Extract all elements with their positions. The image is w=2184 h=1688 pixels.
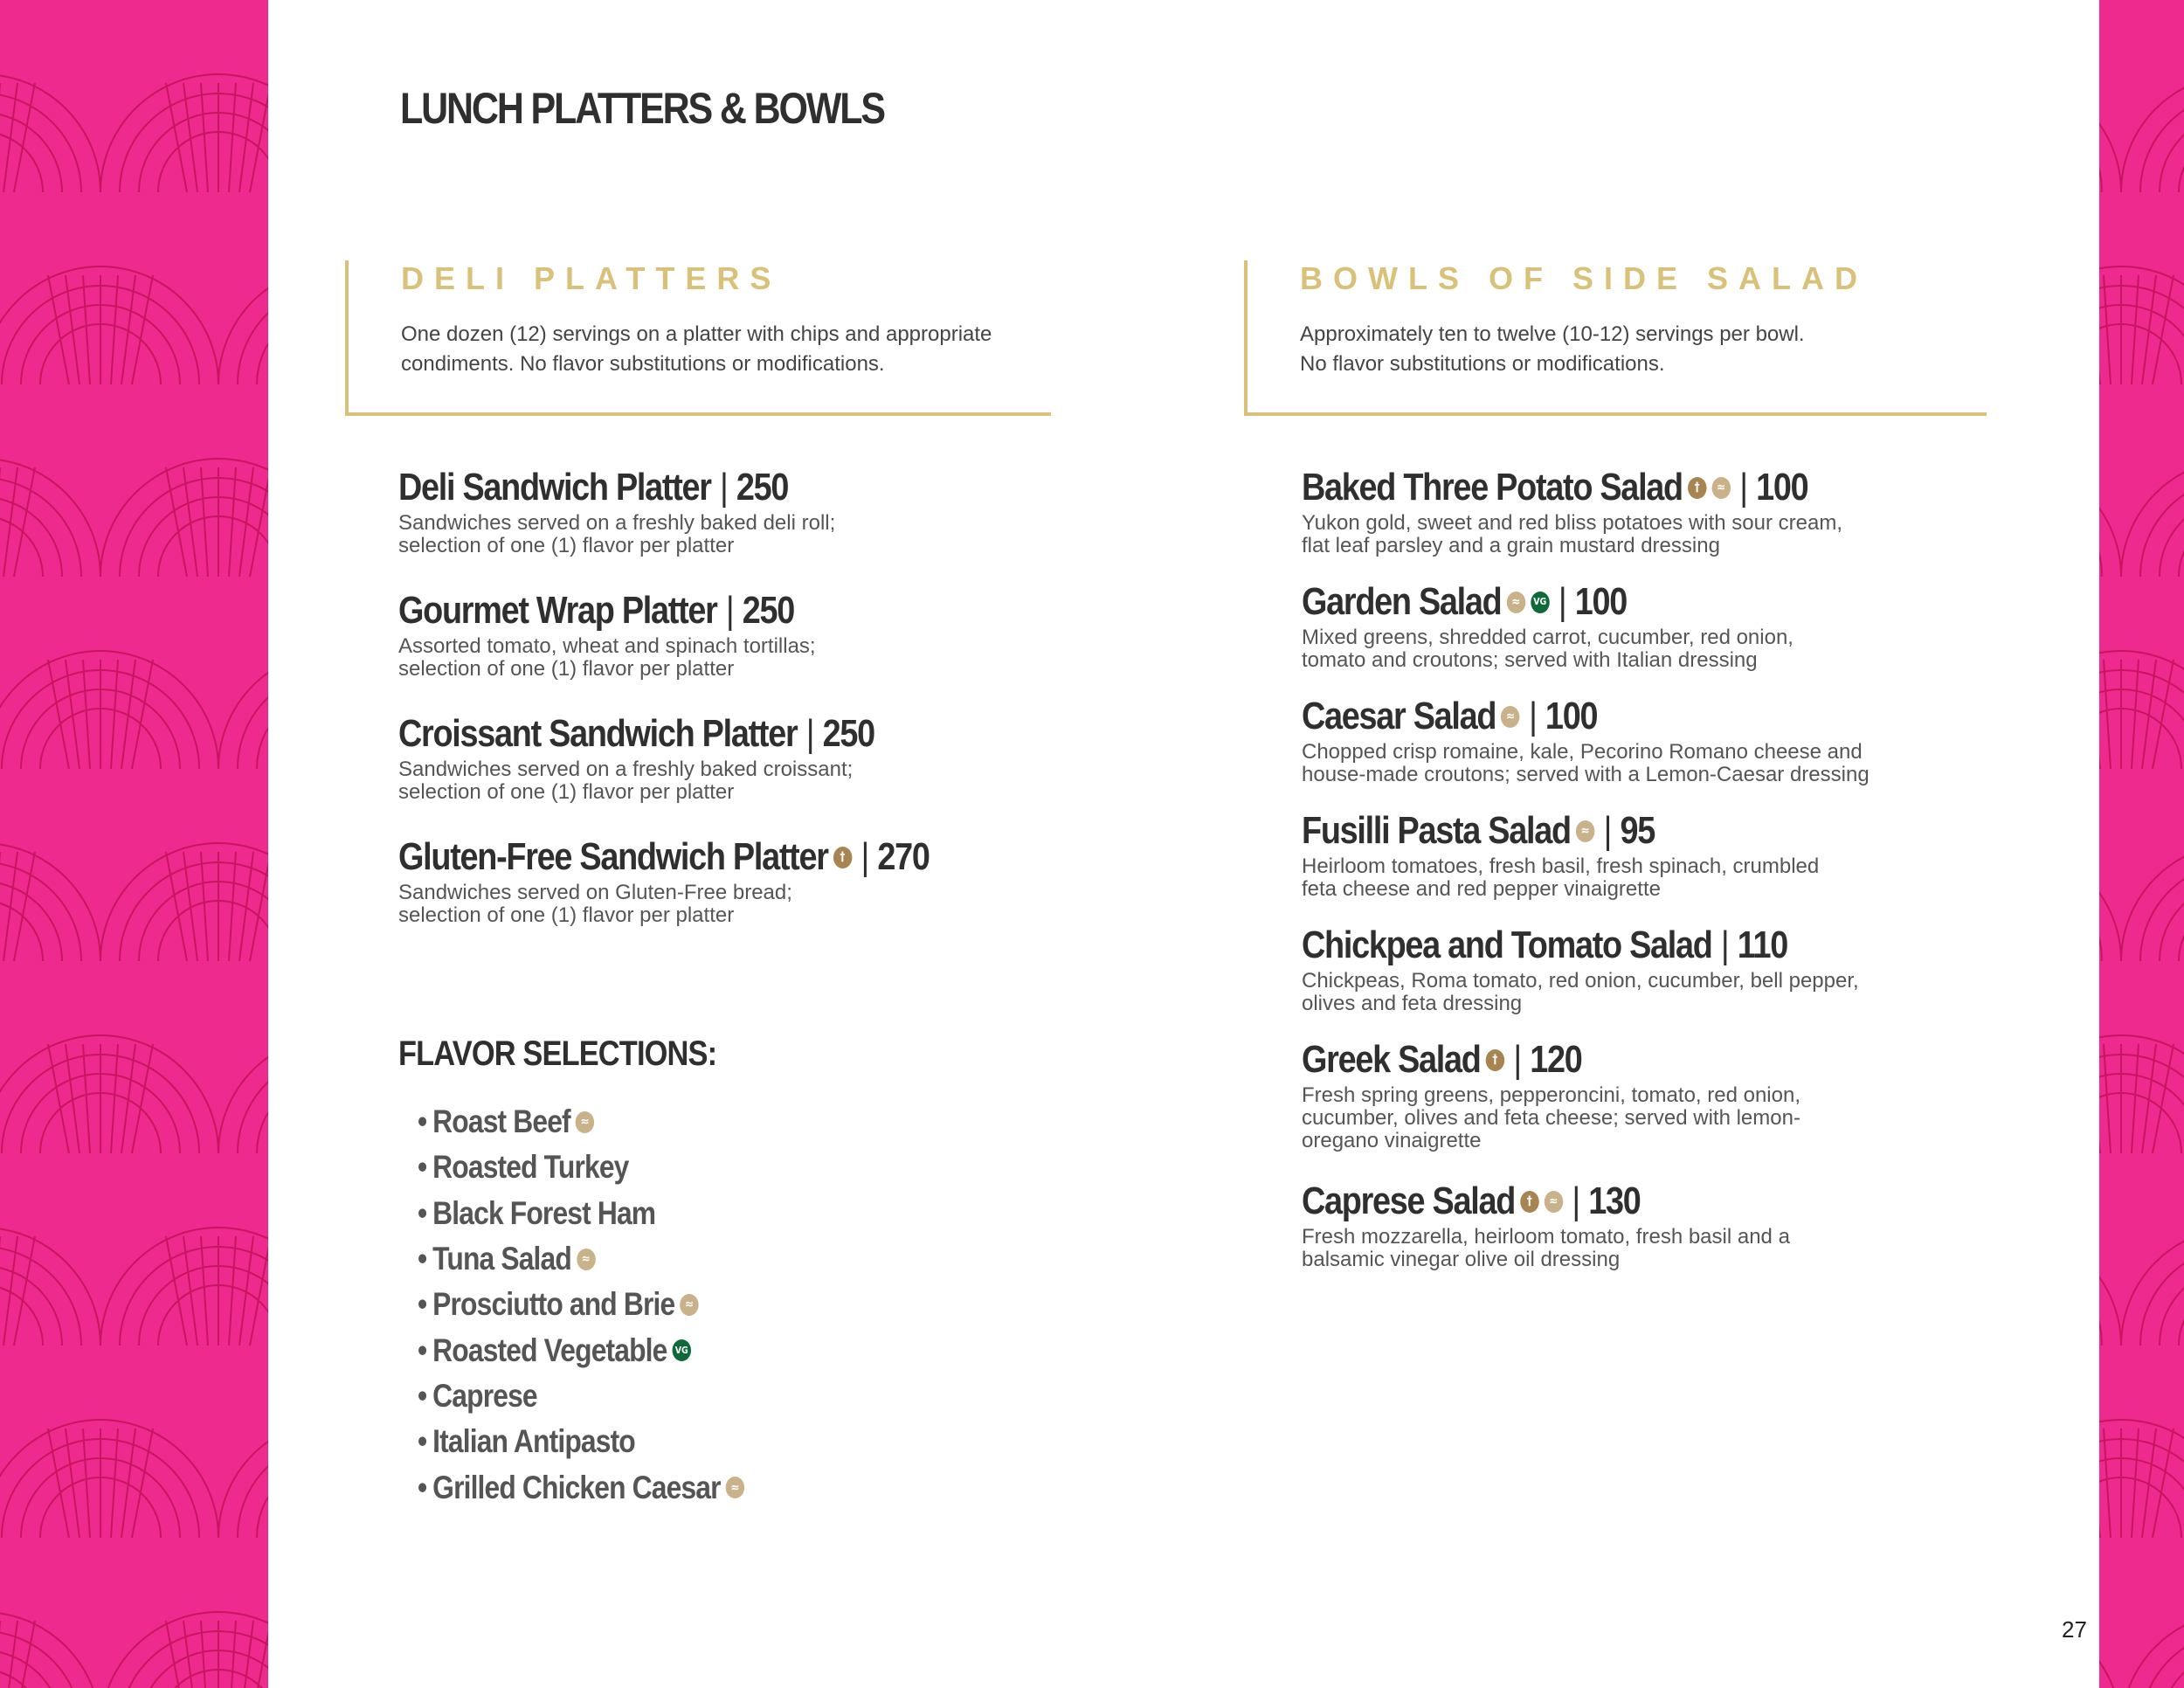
bullet: • [418, 1149, 427, 1186]
bullet: • [418, 1423, 427, 1460]
flavor-item [418, 1419, 744, 1464]
pattern-ray [201, 83, 208, 192]
pattern-ray [2104, 1044, 2111, 1153]
description-line: oregano vinaigrette [1302, 1129, 1482, 1152]
description-line: selection of one (1) flavor per platter [398, 657, 735, 681]
pattern-ray [2104, 1429, 2111, 1538]
item-title [1302, 921, 1873, 970]
pattern-arch [2121, 1228, 2184, 1346]
pattern-ray [121, 660, 135, 769]
pattern-ray [111, 1044, 118, 1153]
pattern-arch [2179, 901, 2184, 961]
flavor-name: Roast Beef [432, 1103, 570, 1140]
pattern-arch [2099, 1074, 2184, 1153]
pattern-ray [201, 1236, 208, 1346]
seafood-icon: ≈ [577, 1249, 596, 1270]
pattern-ray [229, 467, 236, 577]
pattern-arch [2179, 132, 2184, 192]
pattern-arch [2099, 1228, 2121, 1346]
item-price: 270 [877, 835, 930, 878]
item-title [1302, 578, 1873, 626]
item-price: 110 [1737, 924, 1787, 966]
flavor-name: Black Forest Ham [432, 1194, 656, 1231]
pattern-arch [257, 1458, 268, 1538]
seafood-icon: ≈ [576, 1111, 595, 1133]
menu-item [398, 463, 1080, 586]
item-name: Fusilli Pasta Salad [1302, 809, 1571, 852]
pattern-ray [2142, 1044, 2156, 1153]
flavor-name: Caprese [432, 1377, 537, 1414]
pattern-arch [0, 516, 43, 577]
flavor-list [418, 1099, 798, 1511]
pattern-ray [2132, 660, 2139, 769]
bullet: • [418, 1377, 427, 1414]
seafood-icon: ≈ [1501, 706, 1520, 728]
pattern-ray [2142, 660, 2156, 769]
description-line: Sandwiches served on a freshly baked deli roll; [398, 511, 836, 535]
pattern-ray [2142, 275, 2156, 384]
pattern-ray [229, 1236, 236, 1346]
pattern-arch [218, 1035, 268, 1153]
item-price: 250 [742, 589, 795, 632]
pattern-arch [2099, 286, 2184, 384]
item-name: Deli Sandwich Platter [398, 466, 711, 508]
pattern-ray [2099, 1044, 2100, 1153]
flavor-item [418, 1236, 744, 1282]
item-title [1302, 1177, 1873, 1226]
pattern-arch [2099, 1477, 2181, 1538]
description-line: condiments. No flavor substitutions or modifications. [401, 352, 885, 376]
item-name: Garden Salad [1302, 580, 1502, 623]
section-heading: BOWLS OF SIDE SALAD [1300, 260, 1868, 296]
pattern-ray [2104, 275, 2111, 384]
flavor-name: Roasted Vegetable [432, 1332, 667, 1368]
item-title [1302, 1035, 1873, 1084]
pattern-ray [83, 1044, 90, 1153]
menu-item [1302, 1177, 1966, 1291]
pattern-ray [83, 275, 90, 384]
pattern-arch [2099, 862, 2102, 961]
item-name: Greek Salad [1302, 1038, 1481, 1081]
description-line: Fresh spring greens, pepperoncini, tomato, red onion, [1302, 1083, 1800, 1107]
description-line: Heirloom tomatoes, fresh basil, fresh spinach, crumbled [1302, 854, 1820, 878]
item-name: Baked Three Potato Salad [1302, 466, 1683, 508]
pattern-arch [2099, 478, 2102, 577]
flavor-item [418, 1099, 744, 1145]
item-title [1302, 463, 1873, 512]
description-line: selection of one (1) flavor per platter [398, 534, 735, 557]
bullet: • [418, 1469, 427, 1505]
pattern-ray [229, 852, 236, 961]
pattern-arch [2099, 1631, 2102, 1688]
separator: | [720, 466, 728, 508]
description-line: No flavor substitutions or modifications. [1300, 352, 1665, 376]
pattern-arch [2099, 709, 2181, 769]
pattern-ray [183, 83, 197, 192]
pattern-ray [3, 467, 17, 577]
menu-item [1302, 463, 1966, 578]
description-line: tomato and croutons; served with Italian dressing [1302, 648, 1758, 672]
flavor-item [418, 1373, 744, 1419]
item-description [1302, 1226, 1966, 1271]
description-line: selection of one (1) flavor per platter [398, 780, 735, 804]
description-line: selection of one (1) flavor per platter [398, 903, 735, 927]
separator: | [1603, 809, 1612, 852]
pattern-arch [218, 651, 268, 769]
pattern-arch [2099, 1439, 2184, 1538]
pattern-ray [229, 1621, 236, 1688]
description-line: Chopped crisp romaine, kale, Pecorino Romano cheese and [1302, 740, 1863, 764]
bullet: • [418, 1286, 427, 1323]
pattern-ray [121, 1044, 135, 1153]
pattern-arch [218, 266, 268, 384]
pattern-ray [239, 1236, 253, 1346]
pattern-ray [83, 1429, 90, 1538]
pattern-ray [111, 275, 118, 384]
item-title [398, 833, 985, 882]
item-price: 100 [1756, 466, 1808, 508]
description-line: balsamic vinegar olive oil dressing [1302, 1248, 1621, 1271]
vegan-icon: VG [1531, 591, 1550, 613]
item-title [1302, 806, 1873, 855]
menu-item [1302, 1035, 1966, 1177]
pattern-arch [2099, 843, 2121, 961]
pattern-ray [2099, 1429, 2100, 1538]
pattern-ray [2132, 1044, 2139, 1153]
pattern-arch [2121, 1612, 2184, 1688]
pattern-arch [2099, 1612, 2121, 1688]
pattern-ray [2132, 275, 2139, 384]
separator: | [860, 835, 869, 878]
description-line: feta cheese and red pepper vinaigrette [1302, 877, 1661, 901]
pattern-arch [2099, 1093, 2181, 1153]
pattern-ray [3, 83, 17, 192]
item-description [1302, 970, 1966, 1015]
seafood-icon: ≈ [1506, 591, 1525, 613]
item-title [398, 463, 985, 512]
description-line: flat leaf parsley and a grain mustard dressing [1302, 534, 1720, 557]
page-number: 27 [2062, 1616, 2087, 1643]
section-heading: DELI PLATTERS [401, 260, 782, 296]
seafood-icon: ≈ [726, 1477, 745, 1498]
pattern-arch [158, 1670, 268, 1688]
seafood-icon: ≈ [1545, 1191, 1564, 1213]
item-name: Caprese Salad [1302, 1180, 1516, 1222]
pattern-ray [239, 467, 253, 577]
decorative-pattern-right [2099, 0, 2184, 1688]
pattern-arch [0, 74, 100, 192]
separator: | [1572, 1180, 1579, 1222]
pattern-arch [2099, 1247, 2102, 1346]
item-title [398, 586, 985, 635]
item-price: 100 [1545, 695, 1598, 737]
deli-platter-list [398, 463, 1080, 956]
item-description [398, 512, 1080, 557]
menu-item [1302, 692, 1966, 806]
gluten-free-icon: † [1688, 477, 1707, 499]
item-price: 250 [736, 466, 789, 508]
pattern-arch [2121, 843, 2184, 961]
item-price: 100 [1574, 580, 1627, 623]
pattern-ray [3, 852, 17, 961]
pattern-arch [0, 843, 100, 961]
description-line: olives and feta dressing [1302, 992, 1523, 1015]
bullet: • [418, 1332, 427, 1368]
item-description [398, 758, 1080, 804]
item-description [1302, 855, 1966, 901]
separator: | [1558, 580, 1566, 623]
seafood-icon: ≈ [680, 1294, 699, 1316]
bullet: • [418, 1194, 427, 1231]
pattern-ray [229, 83, 236, 192]
seafood-icon: ≈ [1711, 477, 1731, 499]
pattern-arch [0, 1612, 100, 1688]
pattern-arch [2099, 93, 2102, 192]
pattern-ray [2099, 275, 2100, 384]
pattern-ray [83, 660, 90, 769]
pattern-ray [183, 1236, 197, 1346]
item-description [398, 635, 1080, 681]
pattern-arch [0, 1228, 100, 1346]
description-line: Chickpeas, Roma tomato, red onion, cucumber, bell pepper, [1302, 969, 1859, 993]
pattern-ray [2099, 660, 2100, 769]
item-title [1302, 692, 1873, 741]
pattern-ray [166, 1621, 187, 1688]
flavor-name: Italian Antipasto [432, 1423, 635, 1460]
flavor-name: Roasted Turkey [432, 1149, 629, 1186]
item-title [398, 709, 985, 758]
description-line: house-made croutons; served with a Lemon-Caesar dressing [1302, 763, 1870, 786]
pattern-arch [2099, 74, 2121, 192]
item-description [1302, 626, 1966, 672]
description-line: Mixed greens, shredded carrot, cucumber, red onion, [1302, 626, 1794, 649]
item-description [398, 882, 1080, 927]
item-price: 130 [1588, 1180, 1641, 1222]
pattern-ray [2132, 1429, 2139, 1538]
pattern-ray [183, 852, 197, 961]
menu-item [398, 833, 1080, 956]
pattern-ray [239, 852, 253, 961]
menu-item [398, 709, 1080, 833]
pattern-arch [2099, 689, 2184, 769]
gluten-free-icon: † [1520, 1191, 1539, 1213]
pattern-arch [2099, 1458, 2184, 1538]
section-description [401, 320, 1065, 379]
pattern-arch [2099, 1055, 2184, 1153]
separator: | [1720, 924, 1729, 966]
description-line: Fresh mozzarella, heirloom tomato, fresh basil and a [1302, 1225, 1790, 1249]
description-line: Sandwiches served on Gluten-Free bread; [398, 881, 792, 904]
pattern-arch [218, 1420, 268, 1538]
pattern-ray [66, 1429, 79, 1538]
flavor-item [418, 1464, 744, 1510]
pattern-ray [2142, 1429, 2156, 1538]
item-name: Chickpea and Tomato Salad [1302, 924, 1712, 966]
pattern-ray [14, 1621, 35, 1688]
seafood-icon: ≈ [1576, 820, 1595, 842]
salad-bowl-list [1302, 463, 1966, 1291]
bullet: • [418, 1103, 427, 1140]
item-name: Gourmet Wrap Platter [398, 589, 717, 632]
menu-item [398, 586, 1080, 709]
pattern-arch [257, 305, 268, 384]
description-line: Approximately ten to twelve (10-12) servings per bowl. [1300, 322, 1805, 346]
pattern-arch [2179, 516, 2184, 577]
pattern-ray [183, 467, 197, 577]
description-line: Sandwiches served on a freshly baked croissant; [398, 758, 854, 781]
pattern-ray [121, 1429, 135, 1538]
pattern-ray [3, 1236, 17, 1346]
item-price: 120 [1530, 1038, 1582, 1081]
pattern-arch [2121, 459, 2184, 577]
pattern-arch [2121, 74, 2184, 192]
pattern-arch [2099, 324, 2181, 384]
menu-item [1302, 578, 1966, 692]
pattern-ray [239, 83, 253, 192]
pattern-ray [111, 1429, 118, 1538]
item-price: 250 [822, 712, 874, 755]
flavor-name: Prosciutto and Brie [432, 1286, 675, 1323]
deli-platters-header [345, 260, 1051, 416]
pattern-ray [2104, 660, 2111, 769]
pattern-ray [201, 1621, 208, 1688]
separator: | [805, 712, 814, 755]
separator: | [1739, 466, 1747, 508]
item-name: Gluten-Free Sandwich Platter [398, 835, 828, 878]
bullet: • [418, 1241, 427, 1277]
flavor-item [418, 1145, 744, 1190]
separator: | [1513, 1038, 1521, 1081]
art-deco-pattern [2099, 0, 2184, 1688]
pattern-arch [257, 689, 268, 769]
pattern-ray [111, 660, 118, 769]
description-line: cucumber, olives and feta cheese; served with lemon- [1302, 1106, 1800, 1130]
flavor-item [418, 1191, 744, 1236]
decorative-pattern-left [0, 0, 268, 1688]
pattern-arch [0, 901, 43, 961]
flavor-item [418, 1327, 744, 1373]
item-name: Croissant Sandwich Platter [398, 712, 798, 755]
pattern-arch [2179, 1285, 2184, 1346]
pattern-arch [0, 132, 43, 192]
menu-item [1302, 921, 1966, 1035]
pattern-ray [121, 275, 135, 384]
page-title: LUNCH PLATTERS & BOWLS [400, 84, 884, 133]
vegan-icon: VG [673, 1339, 692, 1361]
pattern-ray [66, 1044, 79, 1153]
pattern-arch [257, 1074, 268, 1153]
bowls-header [1244, 260, 1987, 416]
flavor-selections-heading: FLAVOR SELECTIONS: [398, 1034, 717, 1073]
flavor-item [418, 1282, 744, 1327]
flavor-name: Tuna Salad [432, 1241, 571, 1277]
item-description [1302, 1084, 1966, 1152]
pattern-ray [201, 852, 208, 961]
pattern-ray [66, 660, 79, 769]
item-price: 95 [1620, 809, 1655, 852]
pattern-arch [2099, 459, 2121, 577]
pattern-arch [2099, 305, 2184, 384]
description-line: One dozen (12) servings on a platter with chips and appropriate [401, 322, 992, 346]
gluten-free-icon: † [833, 847, 853, 868]
flavor-name: Grilled Chicken Caesar [432, 1469, 721, 1505]
description-line: Yukon gold, sweet and red bliss potatoes with sour cream, [1302, 511, 1843, 535]
menu-item [1302, 806, 1966, 921]
separator: | [725, 589, 734, 632]
pattern-arch [2160, 1650, 2184, 1688]
pattern-arch [2099, 670, 2184, 769]
pattern-ray [201, 467, 208, 577]
pattern-arch [0, 459, 100, 577]
pattern-ray [66, 275, 79, 384]
pattern-arch [0, 1285, 43, 1346]
item-name: Caesar Salad [1302, 695, 1496, 737]
item-description [1302, 512, 1966, 557]
art-deco-pattern [0, 0, 268, 1688]
separator: | [1529, 695, 1537, 737]
gluten-free-icon: † [1486, 1049, 1505, 1071]
section-description [1300, 320, 1964, 379]
item-description [1302, 741, 1966, 786]
description-line: Assorted tomato, wheat and spinach tortillas; [398, 634, 816, 658]
